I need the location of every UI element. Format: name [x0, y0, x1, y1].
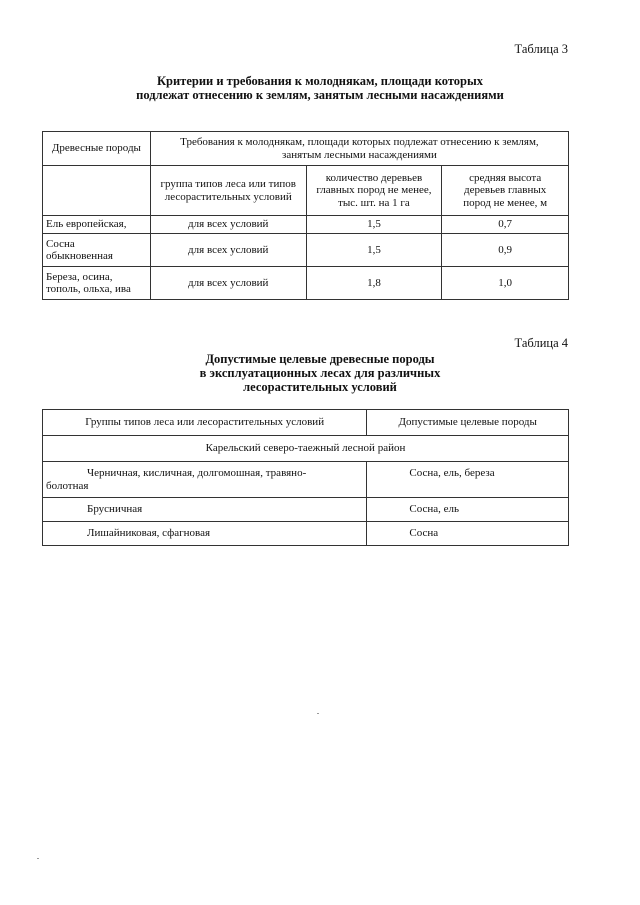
table3-subheader-empty — [43, 166, 151, 216]
table3-species-cell: Сосна обыкновенная — [43, 234, 151, 267]
table3-header-row — [43, 132, 569, 166]
table3-header-requirements: Требования к молоднякам, площади которых подлежат отнесению к землям, занятым лесными насаждениями — [150, 132, 568, 166]
table3-title-line2: подлежат отнесению к землям, занятым лесными насаждениями — [136, 88, 504, 102]
table3-count-cell: 1,5 — [306, 234, 442, 267]
table3-caption: Таблица 3 — [514, 42, 568, 56]
scan-speck — [37, 858, 39, 859]
table3-count-cell: 1,5 — [306, 216, 442, 234]
table4-group-cell: Брусничная — [43, 498, 367, 522]
table4-header-row — [43, 410, 569, 436]
table-row — [43, 462, 569, 498]
table3-height-cell: 0,7 — [442, 216, 569, 234]
table-row — [43, 522, 569, 546]
table3-species-cell: Ель европейская, — [43, 216, 151, 234]
table3-header-species: Древесные породы — [43, 132, 151, 166]
table4-header-species: Допустимые целевые породы — [367, 410, 569, 436]
table-row — [43, 234, 569, 267]
table3-subheader-count: количество деревьев главных пород не менее, тыс. шт. на 1 га — [306, 166, 442, 216]
scan-speck — [317, 713, 319, 714]
table4-title-line3: лесорастительных условий — [243, 380, 397, 394]
table3-subheader-group: группа типов леса или типов лесорастительных условий — [150, 166, 306, 216]
table3-height-cell: 1,0 — [442, 267, 569, 300]
table3-group-cell: для всех условий — [150, 234, 306, 267]
table4-group-cell: Лишайниковая, сфагновая — [43, 522, 367, 546]
table4-region-row — [43, 436, 569, 462]
table4-title-line2: в эксплуатационных лесах для различных — [199, 366, 441, 380]
table4-species-cell: Сосна — [367, 522, 569, 546]
table4-group-cell: Черничная, кисличная, долгомошная, травяно- болотная — [43, 462, 367, 498]
table3-subheader-row — [43, 166, 569, 216]
table4-species-cell: Сосна, ель, береза — [367, 462, 569, 498]
table4-caption: Таблица 4 — [514, 336, 568, 350]
table4-header-groups: Группы типов леса или лесорастительных условий — [43, 410, 367, 436]
table3-title-line1: Критерии и требования к молоднякам, площади которых — [156, 74, 484, 88]
table3-height-cell: 0,9 — [442, 234, 569, 267]
table4-species-cell: Сосна, ель — [367, 498, 569, 522]
table-row — [43, 267, 569, 300]
table3-subheader-height: средняя высота деревьев главных пород не менее, м — [442, 166, 569, 216]
table3 — [42, 131, 569, 300]
table4-region-cell: Карельский северо-таежный лесной район — [43, 436, 569, 462]
table4 — [42, 409, 569, 546]
table3-species-cell: Береза, осина, тополь, ольха, ива — [43, 267, 151, 300]
table3-count-cell: 1,8 — [306, 267, 442, 300]
table3-group-cell: для всех условий — [150, 216, 306, 234]
table3-group-cell: для всех условий — [150, 267, 306, 300]
table-row — [43, 498, 569, 522]
table-row — [43, 216, 569, 234]
table4-title-line1: Допустимые целевые древесные породы — [205, 352, 435, 366]
